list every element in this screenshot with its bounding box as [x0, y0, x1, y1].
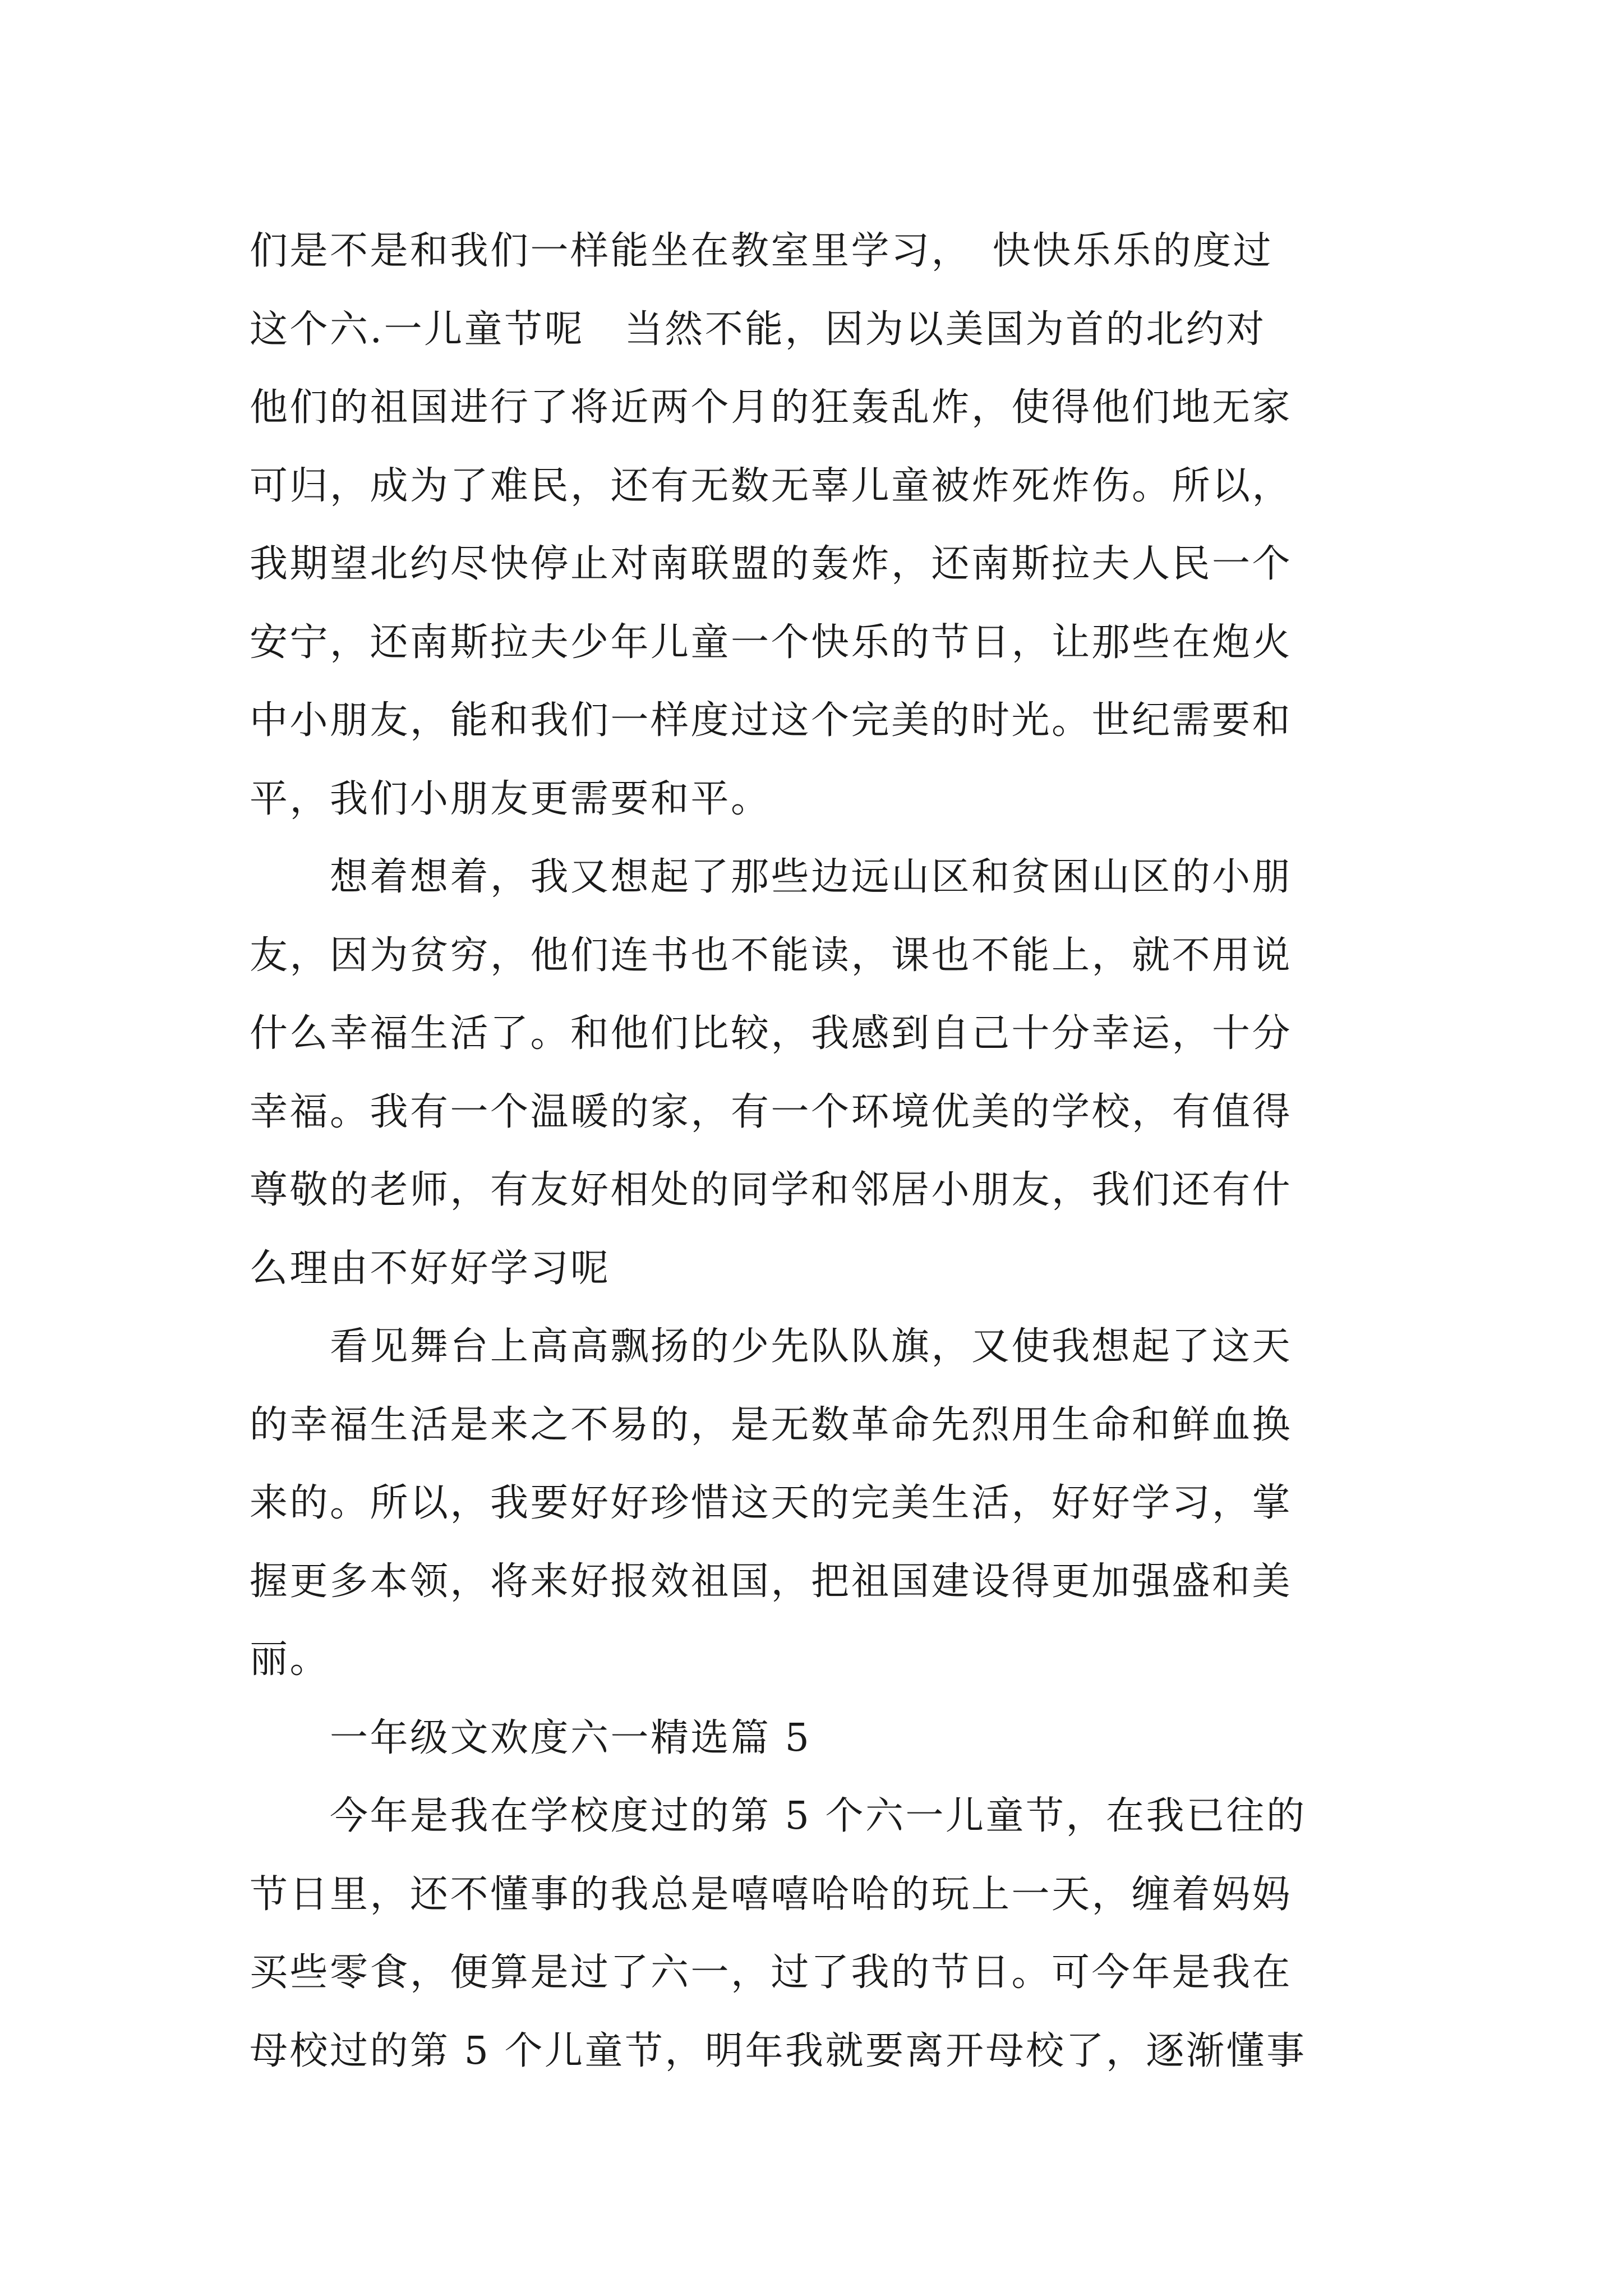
text-line-16: 的幸福生活是来之不易的，是无数革命先烈用生命和鲜血换: [250, 1402, 1293, 1447]
text-line-2: 这个六.一儿童节呢 当然不能，因为以美国为首的北约对: [250, 307, 1266, 352]
text-line-6: 安宁，还南斯拉夫少年儿童一个快乐的节日，让那些在炮火: [250, 620, 1293, 665]
text-line-11: 什么幸福生活了。和他们比较，我感到自己十分幸运，十分: [250, 1011, 1293, 1056]
text-line-12: 幸福。我有一个温暖的家，有一个环境优美的学校，有值得: [250, 1089, 1293, 1134]
text-line-7: 中小朋友，能和我们一样度过这个完美的时光。世纪需要和: [250, 698, 1293, 743]
text-line-21: 今年是我在学校度过的第 5 个六一儿童节，在我已往的: [250, 1794, 1307, 1838]
text-line-4: 可归，成为了难民，还有无数无辜儿童被炸死炸伤。所以，: [250, 463, 1293, 508]
text-line-24: 母校过的第 5 个儿童节，明年我就要离开母校了，逐渐懂事: [250, 2028, 1307, 2073]
text-line-17: 来的。所以，我要好好珍惜这天的完美生活，好好学习，掌: [250, 1481, 1293, 1525]
text-line-10: 友，因为贫穷，他们连书也不能读，课也不能上，就不用说: [250, 933, 1293, 978]
text-line-15: 看见舞台上高高飘扬的少先队队旗，又使我想起了这天: [250, 1324, 1293, 1369]
body-text: [250, 212, 1394, 2090]
text-line-14: 么理由不好好学习呢: [250, 1246, 611, 1291]
text-line-3: 他们的祖国进行了将近两个月的狂轰乱炸，使得他们地无家: [250, 385, 1293, 430]
text-line-5: 我期望北约尽快停止对南联盟的轰炸，还南斯拉夫人民一个: [250, 542, 1293, 586]
text-line-19: 丽。: [250, 1637, 330, 1682]
text-line-8: 平，我们小朋友更需要和平。: [250, 776, 771, 821]
section-heading: 一年级文欢度六一精选篇 5: [250, 1715, 811, 1760]
text-line-23: 买些零食，便算是过了六一，过了我的节日。可今年是我在: [250, 1950, 1293, 1995]
text-line-13: 尊敬的老师，有友好相处的同学和邻居小朋友，我们还有什: [250, 1168, 1293, 1212]
text-line-1: 们是不是和我们一样能坐在教室里学习， 快快乐乐的度过: [250, 229, 1274, 273]
text-line-22: 节日里，还不懂事的我总是嘻嘻哈哈的玩上一天，缠着妈妈: [250, 1872, 1293, 1917]
text-line-18: 握更多本领，将来好报效祖国，把祖国建设得更加强盛和美: [250, 1559, 1293, 1604]
text-line-9: 想着想着，我又想起了那些边远山区和贫困山区的小朋: [250, 855, 1293, 899]
